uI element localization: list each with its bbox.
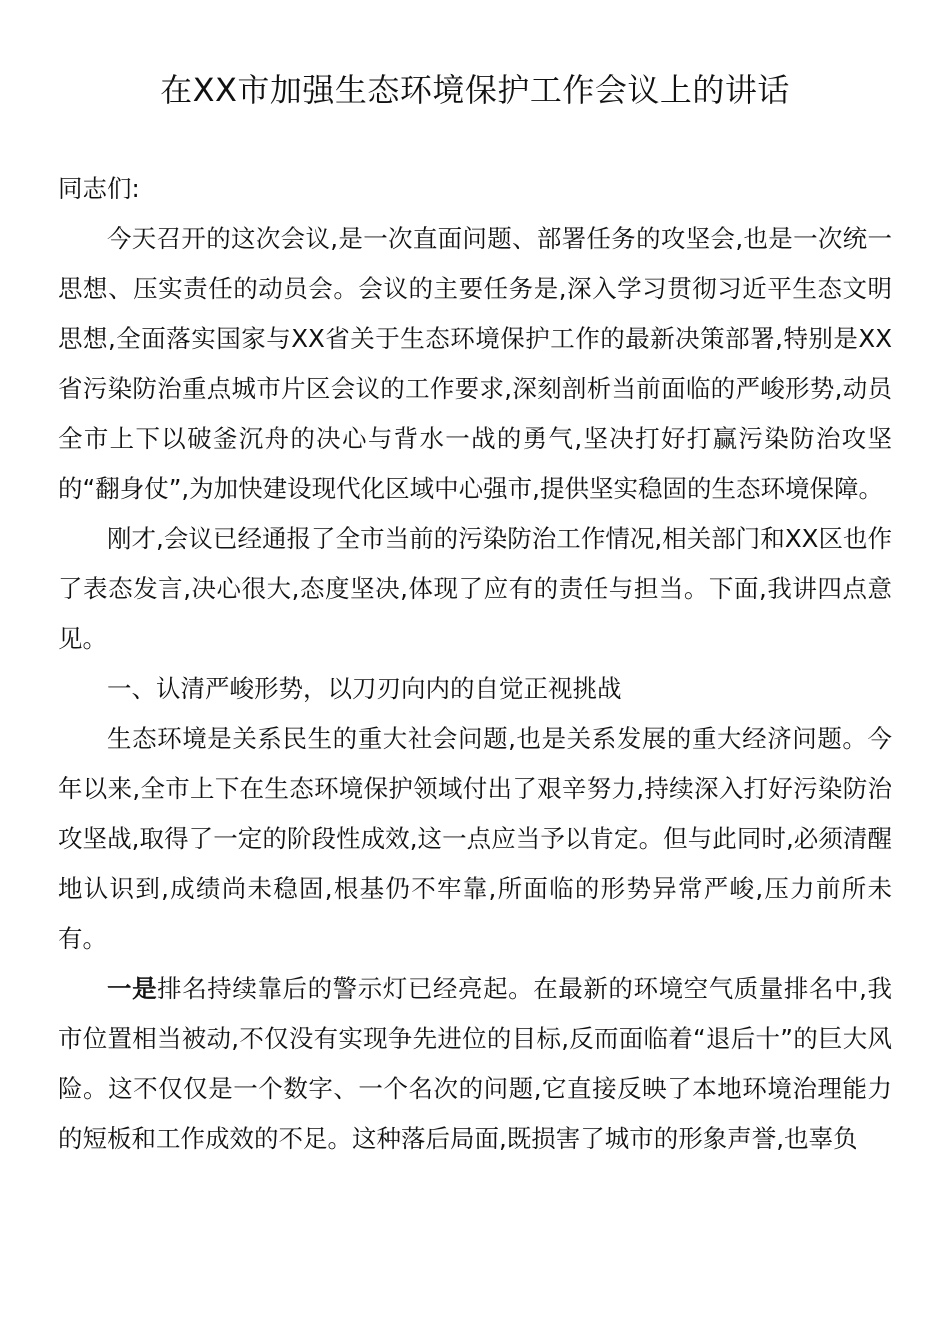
- paragraph-point-one: [58, 964, 892, 1164]
- section-heading: 一、认清严峻形势，以刀刃向内的自觉正视挑战: [107, 674, 622, 703]
- point-one-text: 排名持续靠后的警示灯已经亮起。在最新的环境空气质量排名中,我市位置相当被动,不仅没有实现争先进位的目标,反而面临着“退后十”的巨大风险。这不仅仅是一个数字、一个名次的问题,它直接反映了本地环境治理能力的短板和工作成效的不足。这种落后局面,既损害了城市的形象声誉,也辜负: [58, 974, 893, 1153]
- point-one-lead: 一是: [107, 974, 158, 1003]
- salutation: 同志们:: [58, 174, 140, 203]
- paragraph-opening: 今天召开的这次会议,是一次直面问题、部署任务的攻坚会,也是一次统一思想、压实责任的动员会。会议的主要任务是,深入学习贯彻习近平生态文明思想,全面落实国家与XX省关于生态环境保护工作的最新决策部署,特别是XX省污染防治重点城市片区会议的工作要求,深刻剖析当前面临的严峻形势,动员全市上下以破釜沉舟的决心与背水一战的勇气,坚决打好打赢污染防治攻坚的“翻身仗”,为加快建设现代化区域中心强市,提供坚实稳固的生态环境保障。: [58, 224, 892, 503]
- paragraph-transition: 刚才,会议已经通报了全市当前的污染防治工作情况,相关部门和XX区也作了表态发言,决心很大,态度坚决,体现了应有的责任与担当。下面,我讲四点意见。: [58, 524, 892, 653]
- paragraph-situation: 生态环境是关系民生的重大社会问题,也是关系发展的重大经济问题。今年以来,全市上下在生态环境保护领域付出了艰辛努力,持续深入打好污染防治攻坚战,取得了一定的阶段性成效,这一点应当予以肯定。但与此同时,必须清醒地认识到,成绩尚未稳固,根基仍不牢靠,所面临的形势异常严峻,压力前所未有。: [58, 724, 892, 953]
- document-body: [58, 164, 892, 1164]
- document-title: 在XX市加强生态环境保护工作会议上的讲话: [160, 71, 790, 109]
